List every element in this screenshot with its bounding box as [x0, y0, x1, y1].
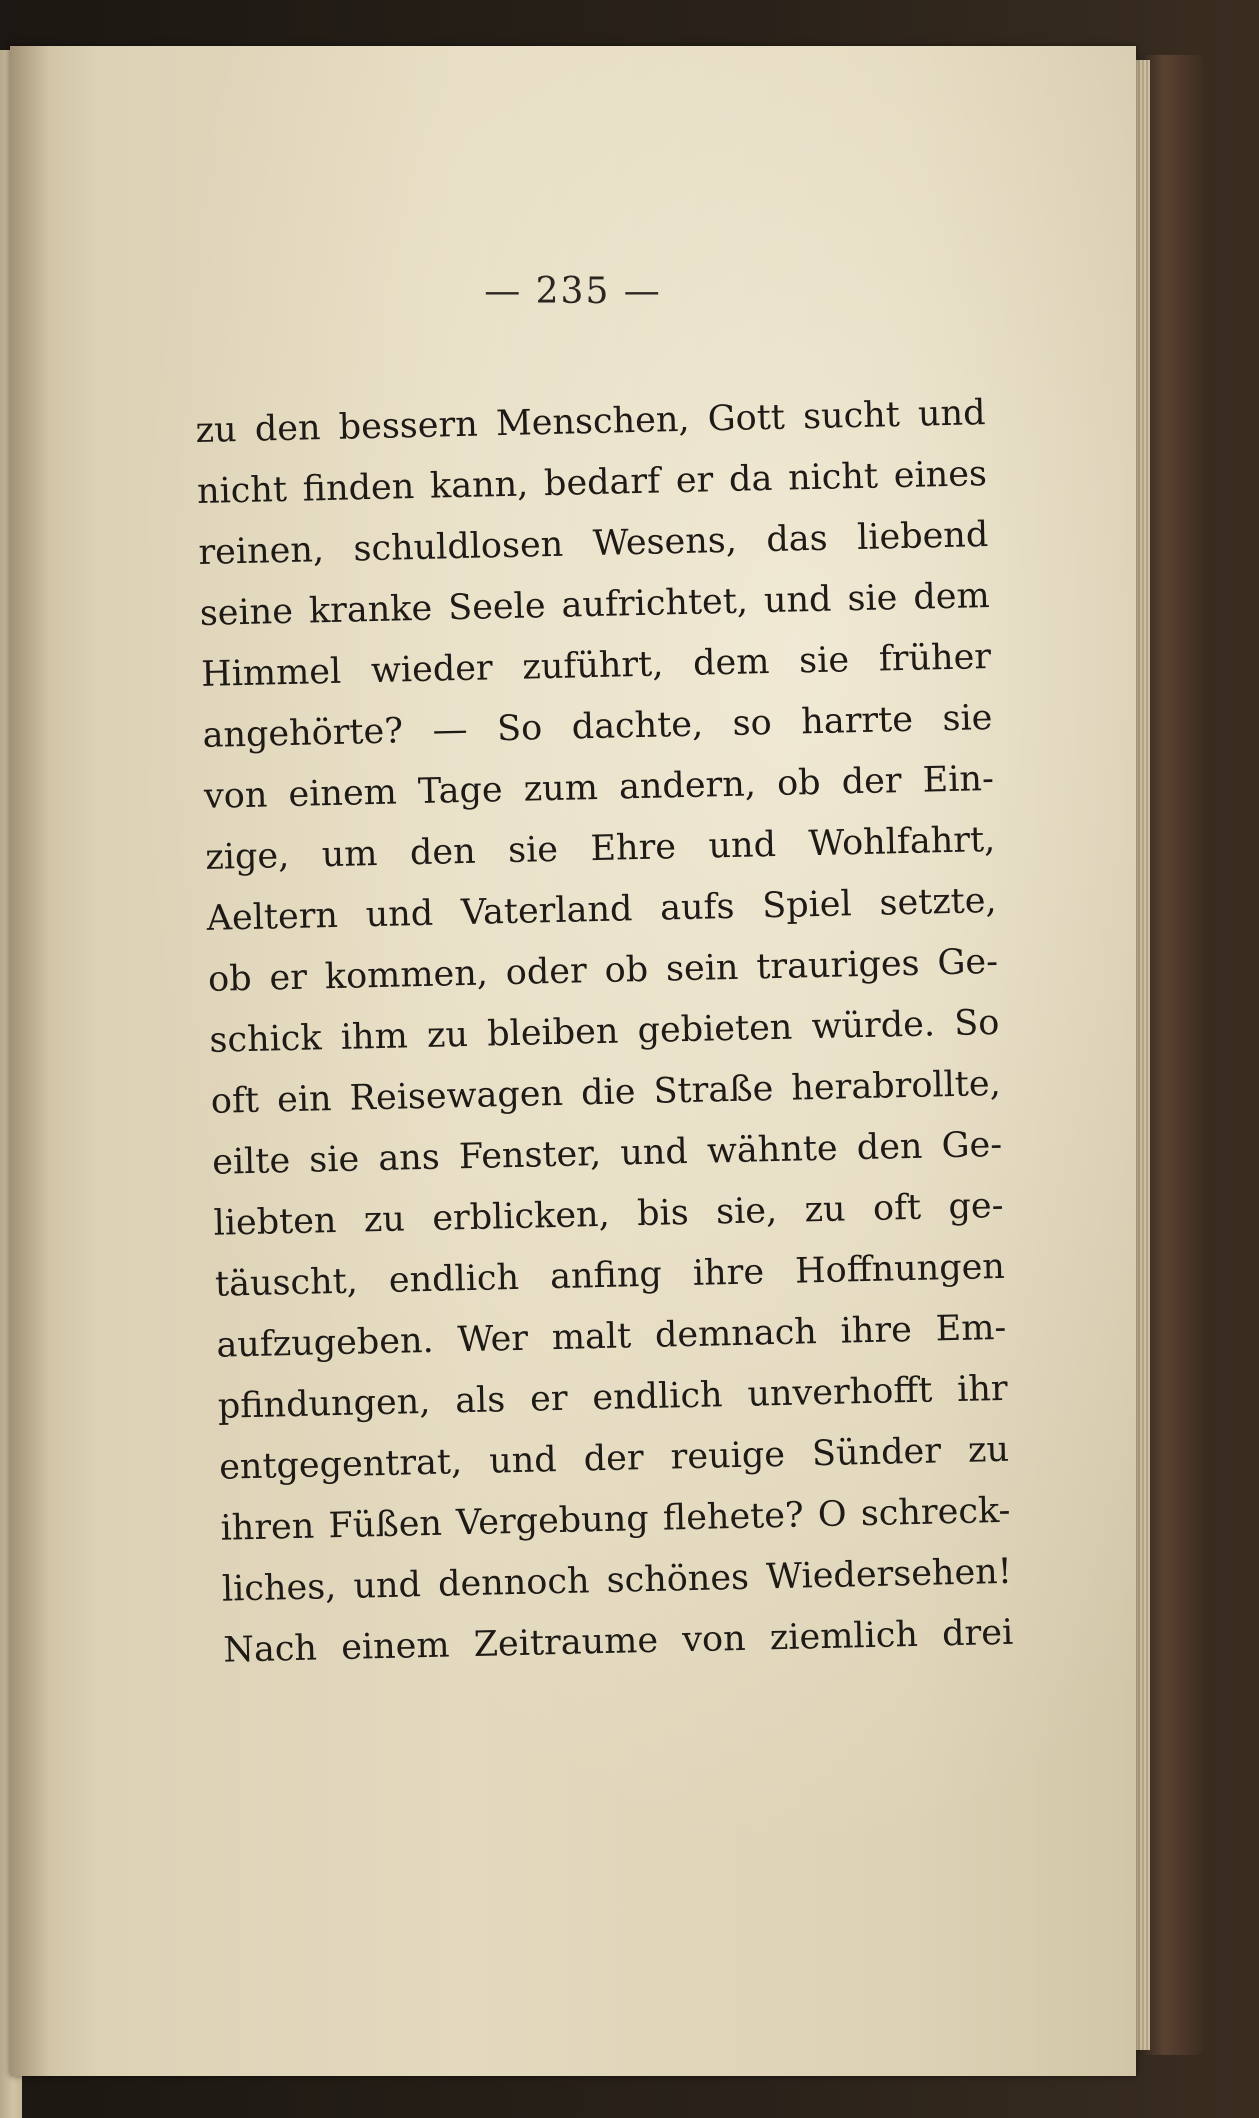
text-line: Aeltern und Vaterland aufs Spiel setzte, — [206, 880, 998, 939]
body-text — [195, 383, 1014, 1682]
text-line: eilte sie ans Fenster, und wähnte den Ge- — [211, 1124, 1003, 1183]
text-line: ob er kommen, oder ob sein trauriges Ge- — [207, 941, 999, 1000]
text-line: liches, und dennoch schönes Wiedersehen! — [221, 1551, 1013, 1610]
text-line: liebten zu erblicken, bis sie, zu oft ge- — [213, 1185, 1004, 1244]
text-line: entgegentrat, und der reuige Sünder zu — [218, 1429, 1010, 1488]
text-line: ihren Füßen Vergebung flehete? O schreck- — [220, 1490, 1011, 1549]
text-line: nicht finden kann, bedarf er da nicht eines — [196, 454, 988, 512]
text-line: zige, um den sie Ehre und Wohlfahrt, — [204, 819, 996, 878]
text-line: täuscht, endlich anfing ihre Hoffnungen — [214, 1246, 1006, 1305]
text-line: schick ihm zu bleiben gebieten würde. So — [209, 1002, 1000, 1061]
text-line: Nach einem Zeitraume von ziemlich drei — [222, 1612, 1014, 1671]
text-line: von einem Tage zum andern, ob der Ein- — [203, 758, 995, 817]
text-line: seine kranke Seele aufrichtet, und sie dem — [199, 576, 991, 634]
text-line: angehörte? — So dachte, so harrte sie — [202, 697, 993, 756]
page-number: — 235 — — [484, 271, 662, 312]
text-line: zu den bessern Menschen, Gott sucht und — [195, 393, 986, 451]
text-line: reinen, schuldlosen Wesens, das liebend — [197, 515, 989, 573]
gutter-shadow — [10, 46, 50, 2076]
text-line: oft ein Reisewagen die Straße herabrollte, — [210, 1063, 1002, 1122]
text-line: aufzugeben. Wer malt demnach ihre Em- — [215, 1307, 1007, 1366]
book-page — [10, 46, 1136, 2076]
text-line: pfindungen, als er endlich unverhofft ihr — [217, 1368, 1009, 1427]
text-line: Himmel wieder zuführt, dem sie früher — [200, 637, 992, 695]
